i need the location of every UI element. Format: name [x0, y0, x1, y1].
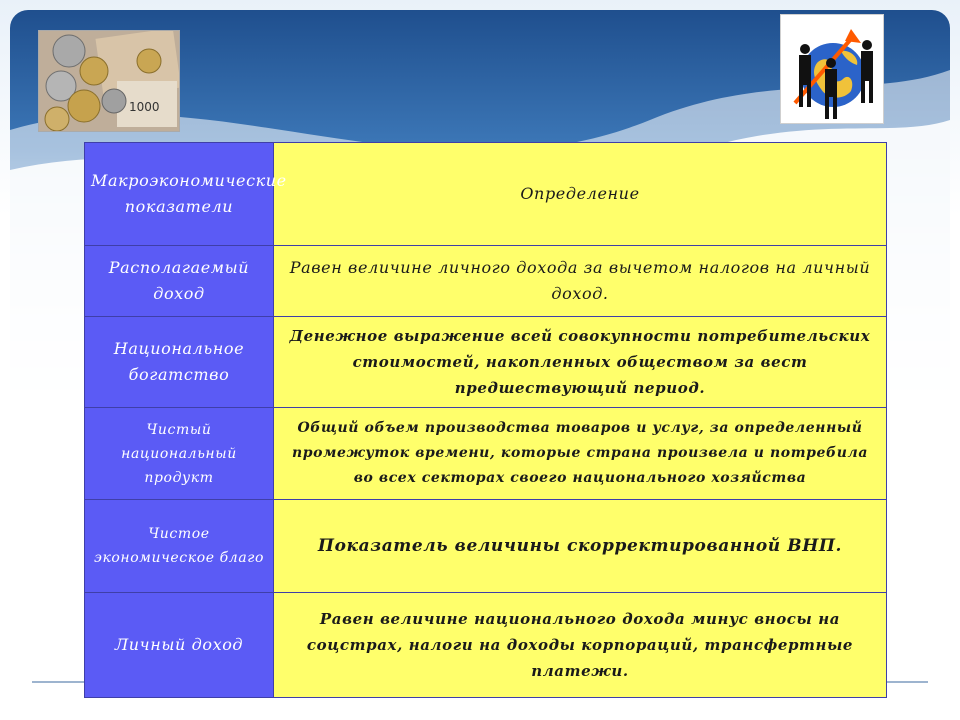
term-label: Располагаемый доход	[108, 258, 250, 304]
table-row	[85, 317, 887, 407]
business-globe-image	[780, 14, 884, 124]
table-header-row	[85, 143, 887, 246]
indicators-table	[84, 142, 887, 698]
term-cell	[85, 500, 274, 593]
definition-cell	[274, 317, 887, 407]
definition-text: Равен величине личного дохода за вычетом налогов на личный доход.	[289, 258, 871, 304]
term-label: Чистый национальный продукт	[121, 421, 237, 486]
term-label: Национальное богатство	[113, 339, 245, 385]
money-photo	[38, 30, 180, 132]
table-row	[85, 592, 887, 697]
table-row	[85, 246, 887, 317]
definition-cell	[274, 592, 887, 697]
definition-cell	[274, 407, 887, 500]
header-definition-label: Определение	[520, 184, 640, 203]
header-definition-cell	[274, 143, 887, 246]
term-label: Личный доход	[114, 634, 244, 654]
definition-cell	[274, 500, 887, 593]
svg-text:1000: 1000	[129, 100, 160, 114]
term-label: Чистое экономическое благо	[94, 526, 264, 567]
definition-text: Денежное выражение всей совокупности потребительских стоимостей, накопленных обществом за вест предшествующий период.	[289, 327, 871, 398]
table-row	[85, 407, 887, 500]
definition-text: Общий объем производства товаров и услуг, за определенный промежуток времени, которые страна произвела и потребила во всех секторах своего национального хозяйства	[291, 420, 869, 487]
term-cell	[85, 246, 274, 317]
definition-text: Показатель величины скорректированной ВНП.	[317, 536, 843, 557]
header-term-label: Макроэкономические показатели	[91, 171, 287, 216]
term-cell	[85, 317, 274, 407]
table-row	[85, 500, 887, 593]
term-cell	[85, 407, 274, 500]
definition-text: Равен величине национального дохода минус вносы на соцстрах, налоги на доходы корпораций, трансфертные платежи.	[306, 609, 854, 680]
definition-cell	[274, 246, 887, 317]
header-term-cell	[85, 143, 287, 246]
term-cell	[85, 592, 274, 697]
